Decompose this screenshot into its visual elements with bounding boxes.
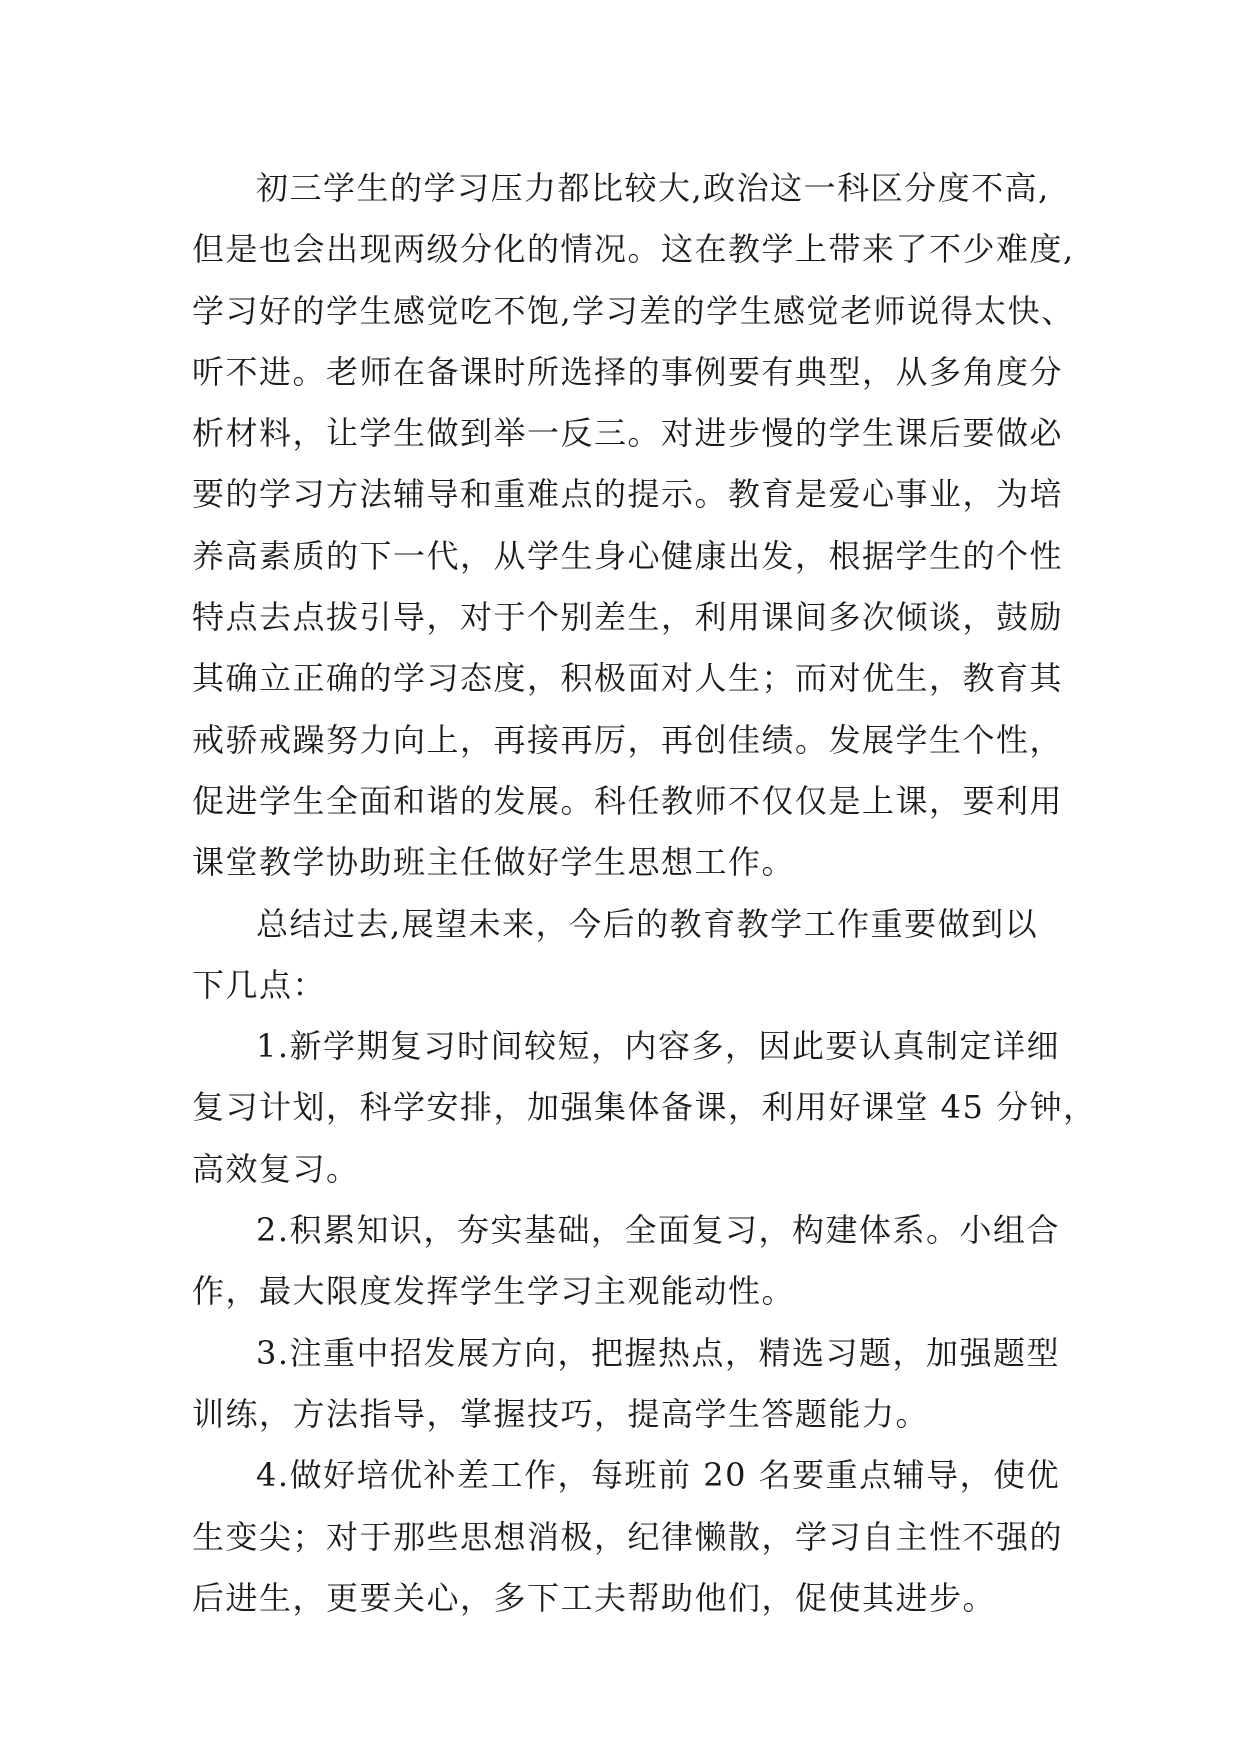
paragraph-line: 学习好的学生感觉吃不饱,学习差的学生感觉老师说得太快、 bbox=[192, 291, 1075, 330]
list-item-line: 训练，方法指导，掌握技巧，提高学生答题能力。 bbox=[192, 1394, 930, 1433]
list-item-line: 生变尖；对于那些思想消极，纪律懒散，学习自主性不强的 bbox=[192, 1517, 1064, 1556]
list-item-line: 后进生，更要关心，多下工夫帮助他们，促使其进步。 bbox=[192, 1578, 997, 1617]
list-item-line: 复习计划，科学安排，加强集体备课，利用好课堂 45 分钟， bbox=[192, 1088, 1097, 1127]
document-body bbox=[192, 158, 1097, 1629]
list-item-line: 3.注重中招发展方向，把握热点，精选习题，加强题型 bbox=[256, 1333, 1061, 1372]
list-item-line: 4.做好培优补差工作，每班前 20 名要重点辅导，使优 bbox=[256, 1456, 1061, 1495]
paragraph-line: 戒骄戒躁努力向上，再接再厉，再创佳绩。发展学生个性， bbox=[192, 720, 1064, 759]
paragraph-line: 下几点： bbox=[192, 965, 327, 1004]
paragraph-line: 但是也会出现两级分化的情况。这在教学上带来了不少难度, bbox=[192, 230, 1075, 269]
paragraph-line: 总结过去,展望未来，今后的教育教学工作重要做到以 bbox=[256, 904, 1039, 943]
paragraph-line: 析材料，让学生做到举一反三。对进步慢的学生课后要做必 bbox=[192, 414, 1064, 453]
paragraph-line: 促进学生全面和谐的发展。科任教师不仅仅是上课，要利用 bbox=[192, 781, 1064, 820]
paragraph-line: 课堂教学协助班主任做好学生思想工作。 bbox=[192, 843, 796, 882]
paragraph-line: 养高素质的下一代，从学生身心健康出发，根据学生的个性 bbox=[192, 536, 1064, 575]
list-item-line: 1.新学期复习时间较短，内容多，因此要认真制定详细 bbox=[256, 1027, 1061, 1066]
list-item-line: 2.积累知识，夯实基础，全面复习，构建体系。小组合 bbox=[256, 1211, 1061, 1250]
list-item-line: 作，最大限度发挥学生学习主观能动性。 bbox=[192, 1272, 796, 1311]
paragraph-line: 要的学习方法辅导和重难点的提示。教育是爱心事业，为培 bbox=[192, 475, 1064, 514]
paragraph-line: 初三学生的学习压力都比较大,政治这一科区分度不高, bbox=[256, 169, 1050, 207]
paragraph-line: 听不进。老师在备课时所选择的事例要有典型，从多角度分 bbox=[192, 352, 1064, 391]
paragraph-line: 特点去点拔引导，对于个别差生，利用课间多次倾谈，鼓励 bbox=[192, 598, 1064, 637]
paragraph-line: 其确立正确的学习态度，积极面对人生；而对优生，教育其 bbox=[192, 659, 1064, 698]
list-item-line: 高效复习。 bbox=[192, 1149, 360, 1188]
